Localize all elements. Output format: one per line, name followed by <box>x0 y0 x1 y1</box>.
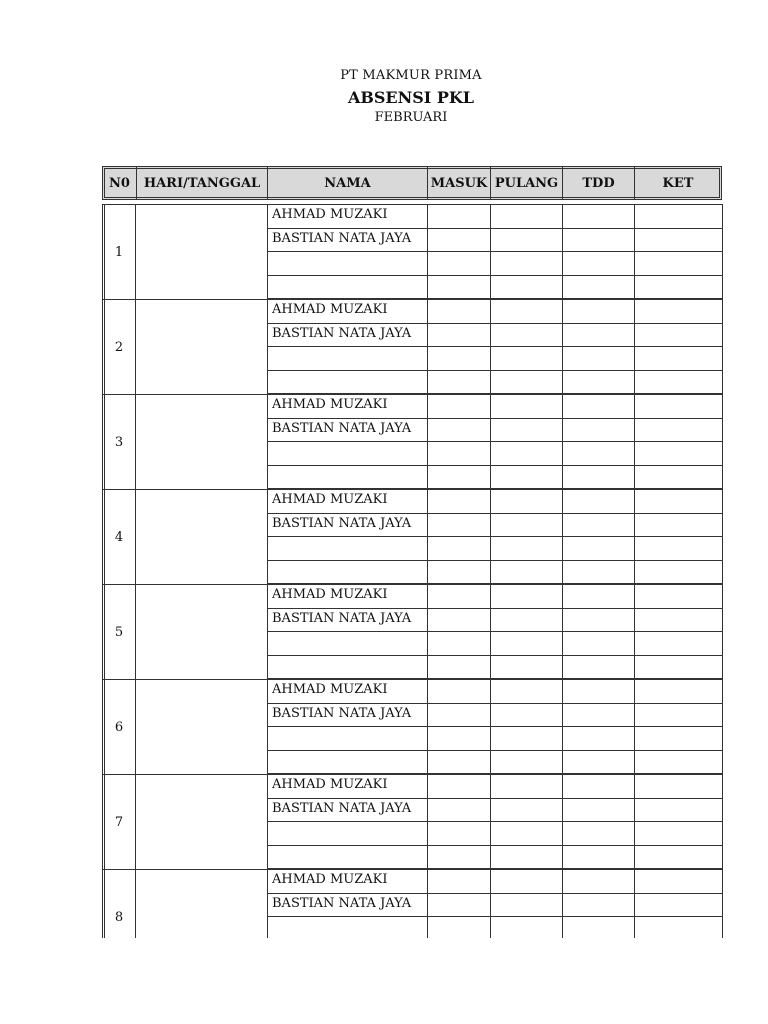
in-time-cell <box>428 276 491 299</box>
table-row <box>267 513 723 537</box>
in-time-cell <box>428 371 491 394</box>
in-time-cell <box>428 799 491 822</box>
date-cell <box>136 394 267 489</box>
in-time-cell <box>428 680 491 703</box>
signature-cell <box>563 537 635 560</box>
table-row <box>267 608 723 632</box>
notes-cell <box>635 656 723 679</box>
name-cell <box>268 442 428 465</box>
out-time-cell <box>491 371 563 394</box>
in-time-cell <box>428 894 491 917</box>
out-time-cell <box>491 894 563 917</box>
name-cell: BASTIAN NATA JAYA <box>268 229 428 252</box>
in-time-cell <box>428 585 491 608</box>
out-time-cell <box>491 466 563 489</box>
signature-cell <box>563 466 635 489</box>
name-cell: BASTIAN NATA JAYA <box>268 419 428 442</box>
in-time-cell <box>428 205 491 228</box>
out-time-cell <box>491 917 563 938</box>
out-time-cell <box>491 561 563 584</box>
notes-cell <box>635 822 723 845</box>
name-cell: AHMAD MUZAKI <box>268 395 428 418</box>
column-header-signature: TDD <box>563 167 635 199</box>
out-time-cell <box>491 276 563 299</box>
notes-cell <box>635 561 723 584</box>
out-time-cell <box>491 775 563 798</box>
signature-cell <box>563 632 635 655</box>
name-cell: BASTIAN NATA JAYA <box>268 894 428 917</box>
attendance-group <box>102 679 724 774</box>
in-time-cell <box>428 442 491 465</box>
table-row <box>267 798 723 822</box>
table-row <box>267 465 723 489</box>
signature-cell <box>563 276 635 299</box>
attendance-table <box>102 166 724 938</box>
signature-cell <box>563 846 635 869</box>
signature-cell <box>563 656 635 679</box>
signature-cell <box>563 324 635 347</box>
in-time-cell <box>428 727 491 750</box>
table-row <box>267 489 723 513</box>
table-row <box>267 845 723 869</box>
attendance-group <box>102 204 724 299</box>
notes-cell <box>635 632 723 655</box>
name-cell <box>268 561 428 584</box>
name-cell: AHMAD MUZAKI <box>268 300 428 323</box>
signature-cell <box>563 609 635 632</box>
notes-cell <box>635 680 723 703</box>
attendance-group <box>102 394 724 489</box>
table-row <box>267 251 723 275</box>
notes-cell <box>635 371 723 394</box>
company-name: PT MAKMUR PRIMA <box>340 68 482 83</box>
notes-cell <box>635 252 723 275</box>
signature-cell <box>563 395 635 418</box>
signature-cell <box>563 419 635 442</box>
table-row <box>267 394 723 418</box>
out-time-cell <box>491 751 563 774</box>
attendance-group <box>102 299 724 394</box>
out-time-cell <box>491 205 563 228</box>
row-number: 1 <box>102 204 136 299</box>
name-cell: AHMAD MUZAKI <box>268 775 428 798</box>
in-time-cell <box>428 252 491 275</box>
out-time-cell <box>491 395 563 418</box>
out-time-cell <box>491 252 563 275</box>
name-cell <box>268 537 428 560</box>
out-time-cell <box>491 229 563 252</box>
signature-cell <box>563 347 635 370</box>
date-cell <box>136 679 267 774</box>
signature-cell <box>563 371 635 394</box>
name-cell: BASTIAN NATA JAYA <box>268 514 428 537</box>
notes-cell <box>635 775 723 798</box>
out-time-cell <box>491 799 563 822</box>
name-cell: AHMAD MUZAKI <box>268 205 428 228</box>
signature-cell <box>563 229 635 252</box>
signature-cell <box>563 585 635 608</box>
notes-cell <box>635 514 723 537</box>
row-number: 7 <box>102 774 136 869</box>
in-time-cell <box>428 917 491 938</box>
table-row <box>267 418 723 442</box>
row-number: 2 <box>102 299 136 394</box>
in-time-cell <box>428 419 491 442</box>
name-cell: AHMAD MUZAKI <box>268 680 428 703</box>
in-time-cell <box>428 632 491 655</box>
in-time-cell <box>428 656 491 679</box>
table-row <box>267 869 723 893</box>
date-cell <box>136 774 267 869</box>
out-time-cell <box>491 300 563 323</box>
name-cell <box>268 252 428 275</box>
out-time-cell <box>491 514 563 537</box>
name-cell <box>268 347 428 370</box>
notes-cell <box>635 799 723 822</box>
column-header-out: PULANG <box>491 167 563 199</box>
table-row <box>267 679 723 703</box>
signature-cell <box>563 822 635 845</box>
table-row <box>267 726 723 750</box>
name-cell: AHMAD MUZAKI <box>268 490 428 513</box>
signature-cell <box>563 799 635 822</box>
name-cell <box>268 727 428 750</box>
table-row <box>267 703 723 727</box>
notes-cell <box>635 870 723 893</box>
date-cell <box>136 204 267 299</box>
in-time-cell <box>428 561 491 584</box>
in-time-cell <box>428 775 491 798</box>
name-cell <box>268 276 428 299</box>
row-number: 3 <box>102 394 136 489</box>
in-time-cell <box>428 870 491 893</box>
name-cell: BASTIAN NATA JAYA <box>268 609 428 632</box>
table-header-row <box>102 166 722 200</box>
name-cell <box>268 466 428 489</box>
column-header-name: NAMA <box>268 167 428 199</box>
table-row <box>267 536 723 560</box>
name-cell: AHMAD MUZAKI <box>268 585 428 608</box>
document-title: ABSENSI PKL <box>347 88 475 107</box>
signature-cell <box>563 727 635 750</box>
out-time-cell <box>491 419 563 442</box>
signature-cell <box>563 561 635 584</box>
attendance-group <box>102 774 724 869</box>
attendance-group <box>102 489 724 584</box>
in-time-cell <box>428 347 491 370</box>
date-cell <box>136 489 267 584</box>
notes-cell <box>635 704 723 727</box>
out-time-cell <box>491 347 563 370</box>
table-row <box>267 774 723 798</box>
out-time-cell <box>491 704 563 727</box>
table-row <box>267 916 723 938</box>
in-time-cell <box>428 300 491 323</box>
notes-cell <box>635 300 723 323</box>
out-time-cell <box>491 870 563 893</box>
out-time-cell <box>491 656 563 679</box>
notes-cell <box>635 846 723 869</box>
table-row <box>267 631 723 655</box>
row-number: 5 <box>102 584 136 679</box>
notes-cell <box>635 751 723 774</box>
out-time-cell <box>491 537 563 560</box>
signature-cell <box>563 751 635 774</box>
signature-cell <box>563 917 635 938</box>
column-header-no: N0 <box>103 167 137 199</box>
date-cell <box>136 584 267 679</box>
notes-cell <box>635 466 723 489</box>
out-time-cell <box>491 680 563 703</box>
table-row <box>267 584 723 608</box>
column-header-in: MASUK <box>428 167 491 199</box>
in-time-cell <box>428 822 491 845</box>
row-number: 8 <box>102 869 136 938</box>
table-row <box>267 560 723 584</box>
notes-cell <box>635 276 723 299</box>
name-cell: BASTIAN NATA JAYA <box>268 324 428 347</box>
out-time-cell <box>491 609 563 632</box>
table-row <box>267 370 723 394</box>
attendance-group <box>102 869 724 938</box>
table-row <box>267 893 723 917</box>
notes-cell <box>635 229 723 252</box>
in-time-cell <box>428 229 491 252</box>
notes-cell <box>635 609 723 632</box>
date-cell <box>136 299 267 394</box>
signature-cell <box>563 252 635 275</box>
notes-cell <box>635 419 723 442</box>
in-time-cell <box>428 751 491 774</box>
notes-cell <box>635 442 723 465</box>
month-label: FEBRUARI <box>374 110 448 125</box>
signature-cell <box>563 894 635 917</box>
out-time-cell <box>491 324 563 347</box>
out-time-cell <box>491 632 563 655</box>
table-row <box>267 655 723 679</box>
notes-cell <box>635 395 723 418</box>
out-time-cell <box>491 727 563 750</box>
out-time-cell <box>491 490 563 513</box>
out-time-cell <box>491 442 563 465</box>
signature-cell <box>563 775 635 798</box>
notes-cell <box>635 894 723 917</box>
in-time-cell <box>428 609 491 632</box>
table-row <box>267 323 723 347</box>
notes-cell <box>635 205 723 228</box>
signature-cell <box>563 442 635 465</box>
signature-cell <box>563 205 635 228</box>
signature-cell <box>563 680 635 703</box>
in-time-cell <box>428 846 491 869</box>
table-row <box>267 346 723 370</box>
table-row <box>267 299 723 323</box>
notes-cell <box>635 537 723 560</box>
name-cell <box>268 371 428 394</box>
notes-cell <box>635 347 723 370</box>
column-header-date: HARI/TANGGAL <box>137 167 268 199</box>
name-cell: AHMAD MUZAKI <box>268 870 428 893</box>
table-row <box>267 441 723 465</box>
row-number: 6 <box>102 679 136 774</box>
in-time-cell <box>428 537 491 560</box>
name-cell <box>268 822 428 845</box>
date-cell <box>136 869 267 938</box>
name-cell <box>268 632 428 655</box>
notes-cell <box>635 490 723 513</box>
notes-cell <box>635 727 723 750</box>
name-cell <box>268 751 428 774</box>
signature-cell <box>563 514 635 537</box>
out-time-cell <box>491 585 563 608</box>
notes-cell <box>635 917 723 938</box>
table-row <box>267 204 723 228</box>
in-time-cell <box>428 466 491 489</box>
out-time-cell <box>491 822 563 845</box>
name-cell <box>268 917 428 938</box>
notes-cell <box>635 585 723 608</box>
in-time-cell <box>428 395 491 418</box>
signature-cell <box>563 490 635 513</box>
signature-cell <box>563 704 635 727</box>
row-number: 4 <box>102 489 136 584</box>
table-row <box>267 275 723 299</box>
in-time-cell <box>428 704 491 727</box>
table-row <box>267 750 723 774</box>
out-time-cell <box>491 846 563 869</box>
column-header-notes: KET <box>662 176 694 191</box>
attendance-group <box>102 584 724 679</box>
in-time-cell <box>428 490 491 513</box>
name-cell <box>268 656 428 679</box>
in-time-cell <box>428 514 491 537</box>
in-time-cell <box>428 324 491 347</box>
name-cell: BASTIAN NATA JAYA <box>268 704 428 727</box>
signature-cell <box>563 870 635 893</box>
name-cell: BASTIAN NATA JAYA <box>268 799 428 822</box>
table-row <box>267 228 723 252</box>
table-row <box>267 821 723 845</box>
name-cell <box>268 846 428 869</box>
notes-cell <box>635 324 723 347</box>
signature-cell <box>563 300 635 323</box>
